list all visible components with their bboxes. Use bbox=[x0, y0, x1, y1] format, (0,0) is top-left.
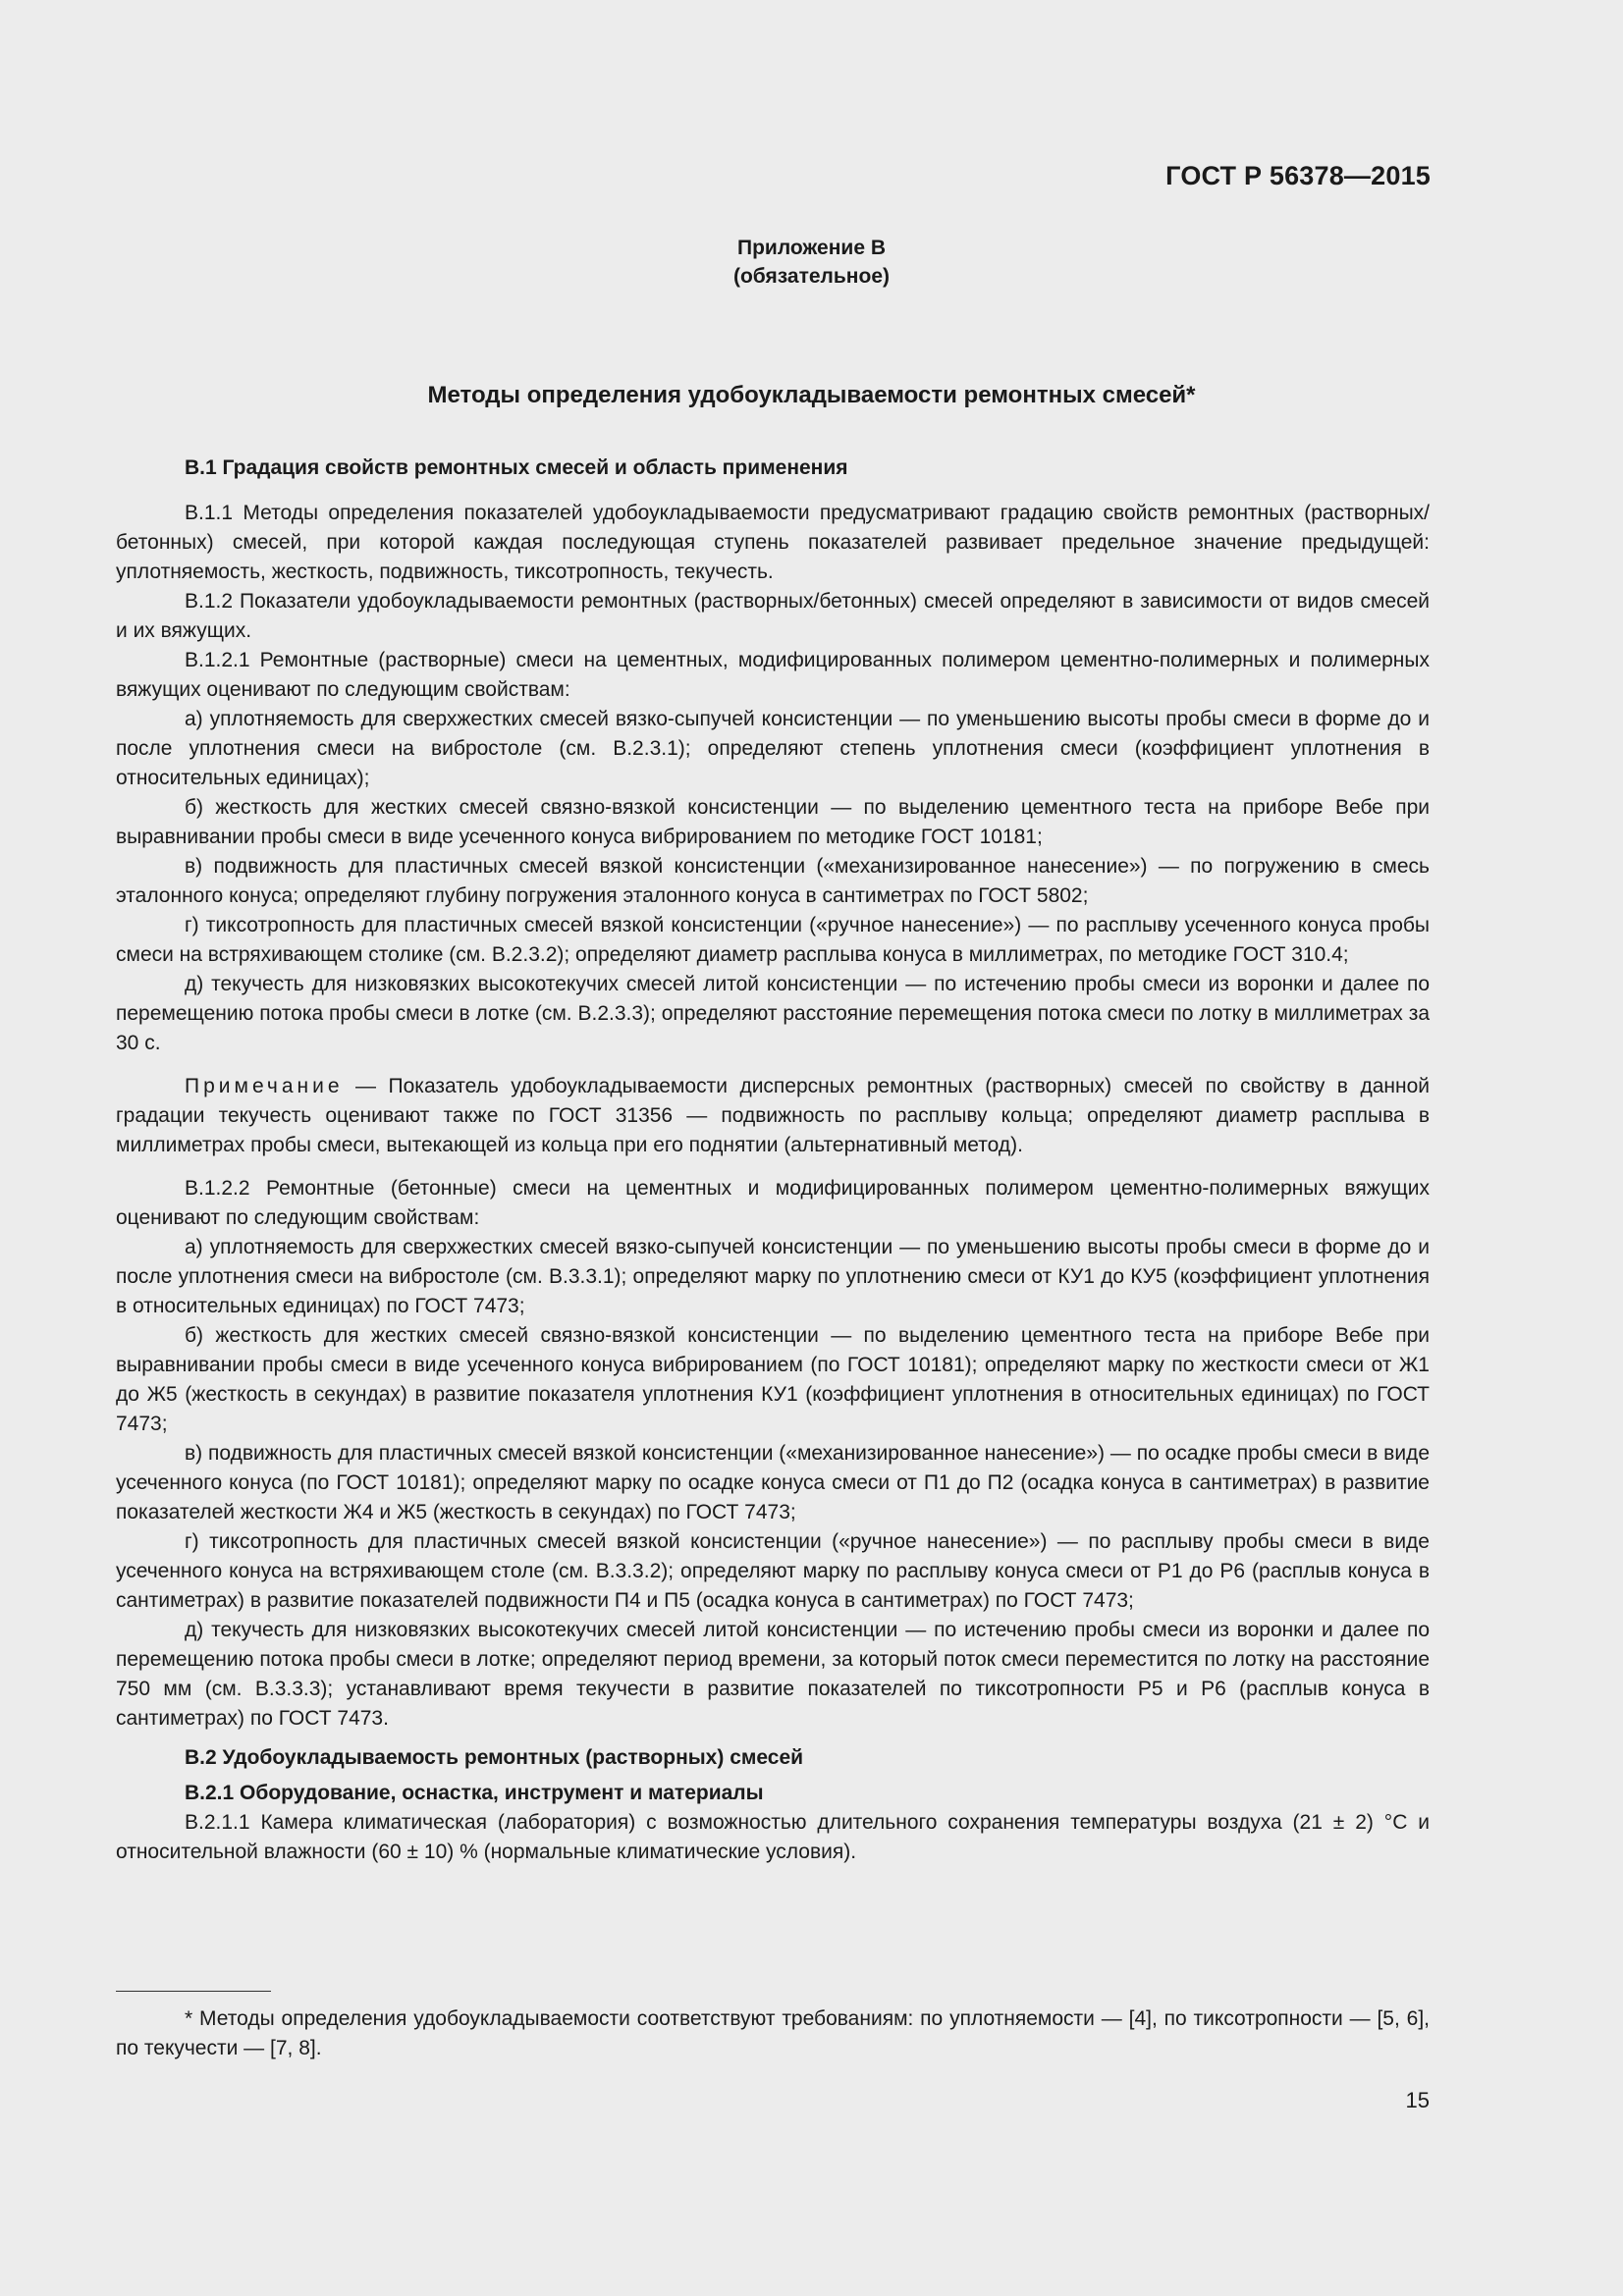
section-heading-b21: В.2.1 Оборудование, оснастка, инструмент и материалы bbox=[185, 1782, 764, 1804]
note-label: Примечание bbox=[185, 1075, 344, 1097]
paragraph: В.1.2.2 Ремонтные (бетонные) смеси на цементных и модифицированных полимером цементно-полимерных вяжущих оценивают по следующим свойствам: bbox=[116, 1177, 1430, 1229]
section-heading-b2: В.2 Удобоукладываемость ремонтных (растворных) смесей bbox=[185, 1746, 804, 1769]
list-item: б) жесткость для жестких смесей связно-вязкой консистенции — по выделению цементного теста на приборе Вебе при выравнивании пробы смеси в виде усеченного конуса вибрированием (по ГОСТ 10181); определяют марку по жесткости смеси от Ж1 до Ж5 (жесткость в секундах) в развитие показателя уплотнения КУ1 (коэффициент уплотнения в относительных единицах) по ГОСТ 7473; bbox=[116, 1324, 1430, 1435]
note bbox=[116, 1072, 1430, 1160]
footnote-text: * Методы определения удобоукладываемости соответствуют требованиям: по уплотняемости — [4], по тиксотропности — [5, 6], по текучести — [7, 8]. bbox=[116, 2007, 1430, 2059]
paragraph: В.1.1 Методы определения показателей удобоукладываемости предусматривают градацию свойств ремонтных (растворных/бетонных) смесей, при которой каждая последующая ступень показателей развивает предельное значение предыдущей: уплотняемость, жесткость, подвижность, тиксотропность, текучесть. bbox=[116, 502, 1430, 583]
list-item: в) подвижность для пластичных смесей вязкой консистенции («механизированное нанесение») — по погружению в смесь эталонного конуса; определяют глубину погружения эталонного конуса в сантиметрах по ГОСТ 5802; bbox=[116, 855, 1430, 907]
annex-title: Приложение В bbox=[736, 237, 886, 259]
section-heading-b1: В.1 Градация свойств ремонтных смесей и область применения bbox=[185, 456, 848, 479]
list-item: б) жесткость для жестких смесей связно-вязкой консистенции — по выделению цементного теста на приборе Вебе при выравнивании пробы смеси в виде усеченного конуса вибрированием по методике ГОСТ 10181; bbox=[116, 796, 1430, 848]
paragraph: В.2.1.1 Камера климатическая (лаборатория) с возможностью длительного сохранения температуры воздуха (21 ± 2) °С и относительной влажности (60 ± 10) % (нормальные климатические условия). bbox=[116, 1811, 1430, 1863]
paragraph: В.1.2 Показатели удобоукладываемости ремонтных (растворных/бетонных) смесей определяют в зависимости от видов смесей и их вяжущих. bbox=[116, 590, 1430, 642]
list-item: а) уплотняемость для сверхжестких смесей вязко-сыпучей консистенции — по уменьшению высоты пробы смеси в форме до и после уплотнения смеси на вибростоле (см. В.3.3.1); определяют марку по уплотнению смеси от КУ1 до КУ5 (коэффициент уплотнения в относительных единицах) по ГОСТ 7473; bbox=[116, 1236, 1430, 1317]
list-item: а) уплотняемость для сверхжестких смесей вязко-сыпучей консистенции — по уменьшению высоты пробы смеси в форме до и после уплотнения смеси на вибростоле (см. В.2.3.1); определяют степень уплотнения смеси (коэффициент уплотнения в относительных единицах); bbox=[116, 708, 1430, 789]
note-text: — Показатель удобоукладываемости дисперсных ремонтных (растворных) смесей по свойству в данной градации текучесть оценивают также по ГОСТ 31356 — подвижность по расплыву кольца; определяют диаметр расплыва в миллиметрах пробы смеси, вытекающей из кольца при его поднятии (альтернативный метод). bbox=[116, 1075, 1430, 1156]
list-item: в) подвижность для пластичных смесей вязкой консистенции («механизированное нанесение») — по осадке пробы смеси в виде усеченного конуса (по ГОСТ 10181); определяют марку по осадке конуса смеси от П1 до П2 (осадка конуса в сантиметрах) в развитие показателей жесткости Ж4 и Ж5 (жесткость в секундах) по ГОСТ 7473; bbox=[116, 1442, 1430, 1523]
page-number: 15 bbox=[1405, 2088, 1430, 2112]
list-item: д) текучесть для низковязких высокотекучих смесей литой консистенции — по истечению пробы смеси из воронки и далее по перемещению потока пробы смеси в лотке; определяют период времени, за который поток смеси переместится по лотку на расстояние 750 мм (см. В.3.3.3); устанавливают время текучести в развитие показателей по тиксотропности Р5 и Р6 (расплыв конуса в сантиметрах) по ГОСТ 7473. bbox=[116, 1619, 1430, 1730]
list-item: г) тиксотропность для пластичных смесей вязкой консистенции («ручное нанесение») — по расплыву усеченного конуса пробы смеси на встряхивающем столике (см. В.2.3.2); определяют диаметр расплыва конуса в миллиметрах, по методике ГОСТ 310.4; bbox=[116, 914, 1430, 966]
document-code: ГОСТ Р 56378—2015 bbox=[1165, 161, 1431, 190]
main-title: Методы определения удобоукладываемости ремонтных смесей* bbox=[427, 382, 1196, 408]
paragraph: В.1.2.1 Ремонтные (растворные) смеси на цементных, модифицированных полимером цементно-полимерных и полимерных вяжущих оценивают по следующим свойствам: bbox=[116, 649, 1430, 701]
list-item: г) тиксотропность для пластичных смесей вязкой консистенции («ручное нанесение») — по расплыву пробы смеси в виде усеченного конуса на встряхивающем столе (см. В.3.3.2); определяют марку по расплыву конуса смеси от Р1 до Р6 (расплыв конуса в сантиметрах) в развитие показателей подвижности П4 и П5 (осадка конуса в сантиметрах) по ГОСТ 7473; bbox=[116, 1530, 1430, 1612]
list-item: д) текучесть для низковязких высокотекучих смесей литой консистенции — по истечению пробы смеси из воронки и далее по перемещению потока пробы смеси в лотке (см. В.2.3.3); определяют расстояние перемещения потока смеси по лотку в миллиметрах за 30 с. bbox=[116, 973, 1430, 1054]
footnote-separator bbox=[116, 1991, 271, 1992]
body-text bbox=[116, 454, 1430, 1867]
footnote bbox=[116, 2004, 1430, 2063]
annex-heading bbox=[0, 234, 1623, 291]
annex-status: (обязательное) bbox=[732, 265, 890, 288]
